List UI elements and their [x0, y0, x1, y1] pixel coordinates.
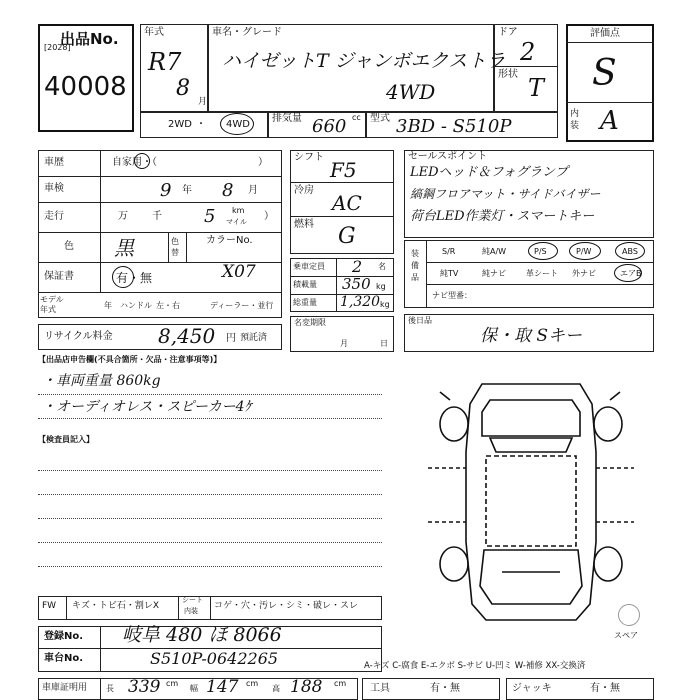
modelyear-label-b: 年式: [40, 305, 56, 314]
equip-aw: 純A/W: [482, 247, 507, 256]
car-windshield: [490, 438, 572, 452]
history-options: 自家用・（: [112, 157, 157, 168]
recycle-label: リサイクル料金: [44, 331, 113, 342]
modelyear-handle: ハンドル: [120, 301, 152, 310]
fuel-label: 燃料: [294, 219, 314, 230]
year-label: 年式: [144, 27, 164, 38]
shaken-year: 9: [160, 180, 172, 201]
equip-extnavi: 外ナビ: [572, 269, 596, 278]
spare-label: スペア: [614, 631, 638, 640]
shape-value: T: [528, 74, 545, 102]
equip-abs-circle: [615, 242, 645, 260]
car-diagram: [420, 372, 640, 627]
sales-label: セールスポイント: [408, 151, 488, 162]
gross-label: 総重量: [293, 298, 317, 307]
sales-line-1: LEDヘッド＆フォグランプ: [410, 165, 568, 180]
equip-ps: P/S: [534, 247, 547, 256]
inspector-label: 【検査員記入】: [38, 435, 94, 444]
equip-airbag: エアB: [620, 269, 642, 278]
shaken-year-unit: 年: [182, 185, 192, 196]
load-unit: kg: [376, 282, 386, 291]
modelyear-lr: 左・右: [156, 301, 180, 310]
shaken-month-unit: 月: [248, 185, 258, 196]
later-label: 後日品: [408, 316, 432, 325]
mileage-unit-km: km: [232, 206, 245, 215]
drive-2wd: 2WD: [168, 119, 192, 130]
mileage-unit-mile: マイル: [226, 218, 247, 226]
lot-number: 40008: [44, 72, 127, 102]
jack-label: ジャッキ: [512, 683, 552, 694]
reg-value: 岐阜 480 ほ 8066: [122, 624, 282, 646]
shift-label: シフト: [294, 152, 324, 163]
displacement-unit: cc: [352, 113, 361, 122]
fw-label: FW: [42, 601, 57, 611]
equip-ps-circle: [528, 242, 558, 260]
colorno-label: カラーNo.: [206, 235, 253, 246]
colorno-value: X07: [222, 262, 256, 282]
later-value: 保・取 Sキー: [480, 326, 583, 346]
equip-label: 装備品: [411, 249, 419, 282]
deadline-month: 月: [340, 339, 348, 348]
car-cab-front: [482, 400, 580, 436]
notes-line-1: ・車両重量 860kg: [42, 373, 161, 389]
gross-value: 1,320: [340, 294, 381, 310]
mileage-man: 万: [118, 211, 128, 222]
wheel-front-right-icon: [594, 407, 622, 441]
deadline-day: 日: [380, 339, 388, 348]
fw-text: キズ・トビ石・割レX: [72, 601, 159, 611]
wheel-rear-right-icon: [594, 547, 622, 581]
year-month-suffix: 月: [198, 97, 208, 107]
cert-width: 147: [206, 677, 239, 697]
equip-abs: ABS: [622, 247, 638, 256]
name-value: ハイゼットT ジャンボエクストラ: [222, 50, 506, 72]
equip-pw-circle: [569, 242, 601, 260]
year-value: R7: [148, 48, 182, 76]
wheel-front-left-icon: [440, 407, 468, 441]
deadline-label: 名変期限: [294, 318, 326, 327]
modelyear-year: 年: [104, 301, 112, 310]
modelyear-dealer: ディーラー・並行: [210, 301, 274, 310]
model-value: 3BD - S510P: [396, 116, 512, 137]
lot-label: 出品No.: [60, 30, 119, 48]
name-label: 車名・グレード: [212, 27, 282, 38]
seat-label-a: シート: [182, 596, 203, 604]
equip-leather: 革シート: [526, 269, 558, 278]
warranty-options: 有・無: [116, 271, 153, 285]
mileage-close: ）: [264, 211, 274, 222]
shift-value: F5: [330, 158, 357, 182]
mileage-value: 5: [204, 206, 216, 227]
load-value: 350: [342, 275, 371, 293]
sales-line-2: 縞鋼フロアマット・サイドバイザー: [410, 187, 601, 201]
color-label: 色: [64, 241, 74, 252]
car-rear-panel: [480, 550, 582, 604]
aircon-value: AC: [332, 191, 362, 215]
shape-label: 形状: [498, 69, 518, 80]
mileage-label: 走行: [44, 211, 64, 222]
shaken-month: 8: [222, 180, 234, 201]
equip-airbag-circle: [614, 264, 642, 282]
reg-label: 登録No.: [44, 631, 84, 642]
recycle-unit: 円: [226, 333, 236, 344]
grade-label: 評価点: [590, 28, 620, 39]
cert-w-lbl: 幅: [190, 684, 198, 693]
aircon-label: 冷房: [294, 185, 314, 196]
cert-label: 車庫証明用: [42, 683, 88, 693]
cert-h-unit: cm: [334, 679, 347, 688]
color-value: 黒: [114, 236, 134, 260]
notes-label: 【出品店申告欄(不具合箇所・欠品・注意事項等)】: [38, 355, 222, 364]
drive-4wd-circle: [220, 113, 254, 135]
history-private-circle: [134, 153, 150, 169]
seat-text: コゲ・穴・汚レ・シミ・破レ・スレ: [214, 601, 359, 611]
jack-value: 有・無: [590, 683, 620, 694]
history-close: ）: [258, 157, 268, 168]
year-month-value: 8: [176, 76, 190, 101]
model-label: 型式: [370, 113, 390, 124]
cert-l-unit: cm: [166, 679, 179, 688]
notes-line-2: ・オーディオレス・スピーカー4ｹ: [42, 399, 252, 415]
drive-4wd: 4WD: [226, 119, 250, 130]
history-label: 車歴: [44, 157, 64, 168]
load-label: 積載量: [293, 280, 317, 289]
name-value-2: 4WD: [386, 80, 436, 104]
cert-length: 339: [128, 677, 161, 697]
seat-label-b: 内装: [184, 607, 198, 615]
recycle-value: 8,450: [158, 324, 216, 348]
equip-tv: 純TV: [440, 269, 459, 278]
interior-label: 内装: [570, 109, 580, 131]
car-cargo-bed: [486, 456, 576, 546]
color-change-label: 色替: [171, 237, 179, 257]
warranty-yes-circle: [112, 266, 134, 288]
cert-w-unit: cm: [246, 679, 259, 688]
mileage-sen: 千: [152, 211, 162, 222]
recycle-note: 預託済: [240, 333, 268, 343]
capacity-label: 乗車定員: [293, 262, 325, 271]
interior-value: A: [600, 106, 619, 136]
drive-dot: ・: [196, 119, 206, 130]
door-value: 2: [520, 38, 536, 66]
damage-legend: A-キズ C-腐食 E-エクボ S-サビ U-凹ミ W-補修 XX-交換済: [364, 661, 586, 671]
capacity-unit: 名: [378, 262, 386, 271]
grade-value: S: [592, 53, 617, 94]
fuel-value: G: [338, 224, 356, 249]
wheel-rear-left-icon: [440, 547, 468, 581]
gross-unit: kg: [380, 300, 390, 309]
cert-h-lbl: 高: [272, 684, 280, 693]
spare-tire-icon: [618, 604, 640, 626]
modelyear-label-a: モデル: [40, 295, 64, 304]
sales-line-3: 荷台LED作業灯・スマートキー: [410, 209, 595, 224]
displacement-label: 排気量: [272, 113, 302, 124]
equip-pw: P/W: [576, 247, 592, 256]
equip-navi-model: ナビ型番：: [432, 291, 472, 300]
equip-sr: S/R: [442, 247, 456, 256]
lot-tag: [2028]: [44, 43, 71, 52]
displacement-value: 660: [312, 116, 347, 137]
cert-l-lbl: 長: [106, 684, 114, 693]
capacity-value: 2: [352, 257, 363, 276]
tools-value: 有・無: [430, 683, 460, 694]
cert-height: 188: [290, 677, 323, 697]
door-label: ドア: [498, 27, 518, 38]
tools-label: 工具: [370, 683, 390, 694]
shaken-label: 車検: [44, 183, 64, 194]
warranty-label: 保証書: [44, 271, 74, 282]
chassis-value: S510P-0642265: [150, 649, 279, 668]
chassis-label: 車台No.: [44, 653, 84, 664]
equip-navi: 純ナビ: [482, 269, 506, 278]
